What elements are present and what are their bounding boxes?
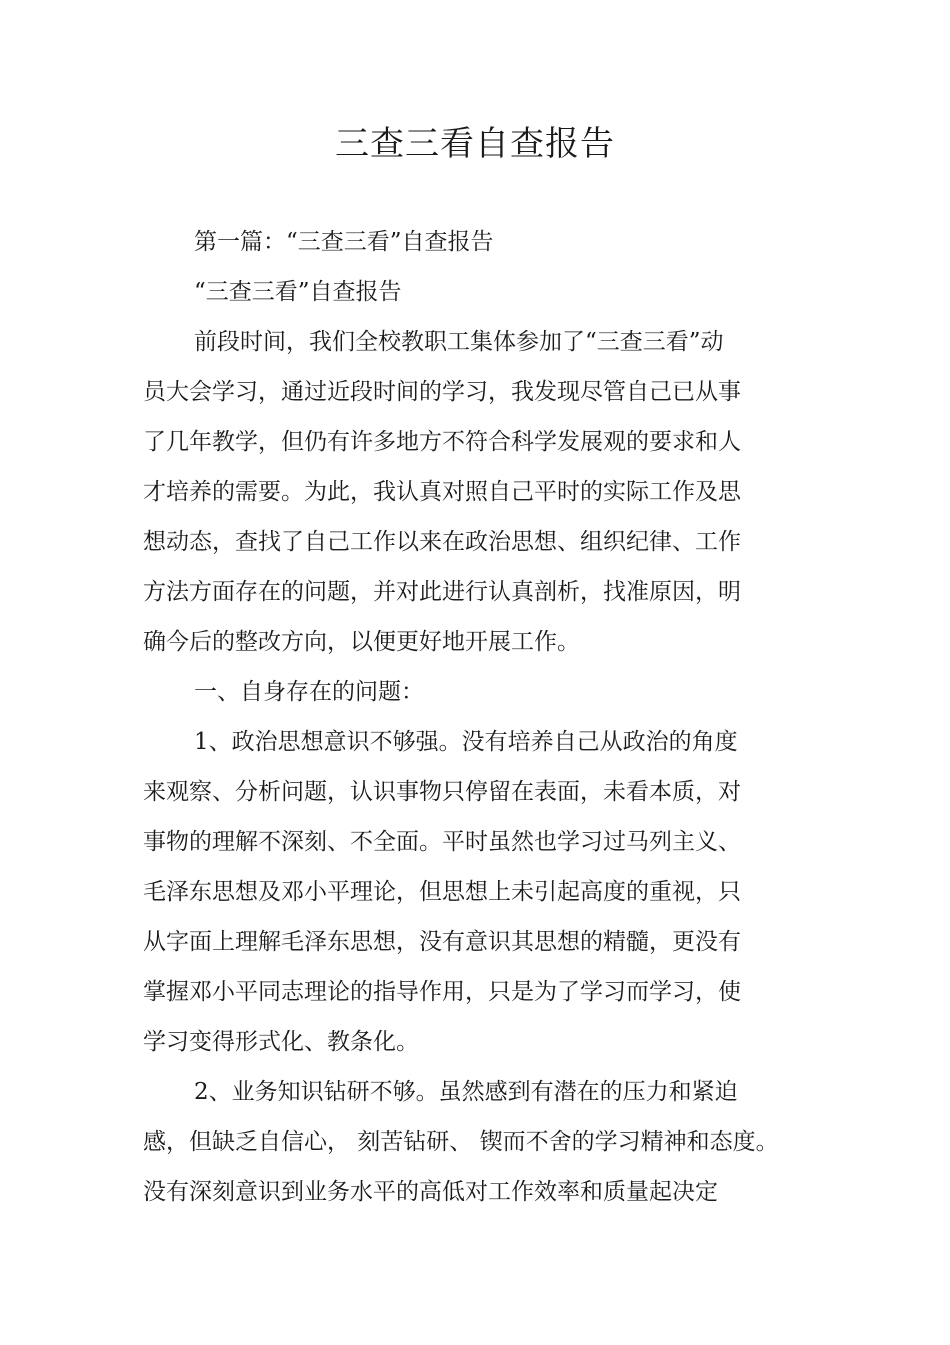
section-heading-line: 第一篇：“三查三看”自查报告 (194, 229, 494, 255)
paragraph-line: 事物的理解不深刻、不全面。平时虽然也学习过马列主义、 (143, 829, 741, 855)
paragraph-line: 毛泽东思想及邓小平理论，但思想上未引起高度的重视，只 (143, 879, 741, 905)
paragraph-line: 方法方面存在的问题，并对此进行认真剖析，找准原因，明 (143, 579, 741, 605)
paragraph-line: 学习变得形式化、教条化。 (143, 1029, 419, 1055)
paragraph-line: 掌握邓小平同志理论的指导作用，只是为了学习而学习，使 (143, 979, 741, 1005)
paragraph-line: 从字面上理解毛泽东思想，没有意识其思想的精髓，更没有 (143, 929, 741, 955)
document-title: 三查三看自查报告 (335, 124, 615, 164)
paragraph-line: 2、业务知识钻研不够。虽然感到有潜在的压力和紧迫 (194, 1079, 738, 1105)
section-heading-line: 一、自身存在的问题： (194, 679, 424, 705)
paragraph-line: 员大会学习，通过近段时间的学习，我发现尽管自己已从事 (143, 379, 741, 405)
paragraph-line: 想动态，查找了自己工作以来在政治思想、组织纪律、工作 (143, 529, 741, 555)
paragraph-line: 1、政治思想意识不够强。没有培养自己从政治的角度 (194, 729, 738, 755)
paragraph-line: 来观察、分析问题，认识事物只停留在表面，未看本质，对 (143, 779, 741, 805)
paragraph-line: 确今后的整改方向，以便更好地开展工作。 (143, 629, 580, 655)
paragraph-line: 了几年教学，但仍有许多地方不符合科学发展观的要求和人 (143, 429, 741, 455)
paragraph-line: 感，但缺乏自信心， 刻苦钻研、 锲而不舍的学习精神和态度。 (143, 1129, 779, 1155)
paragraph-line: 才培养的需要。为此，我认真对照自己平时的实际工作及思 (143, 479, 741, 505)
paragraph-line: 没有深刻意识到业务水平的高低对工作效率和质量起决定 (143, 1179, 718, 1205)
subtitle-line: “三查三看”自查报告 (194, 279, 402, 305)
paragraph-line: 前段时间，我们全校教职工集体参加了“三查三看”动 (194, 329, 724, 355)
